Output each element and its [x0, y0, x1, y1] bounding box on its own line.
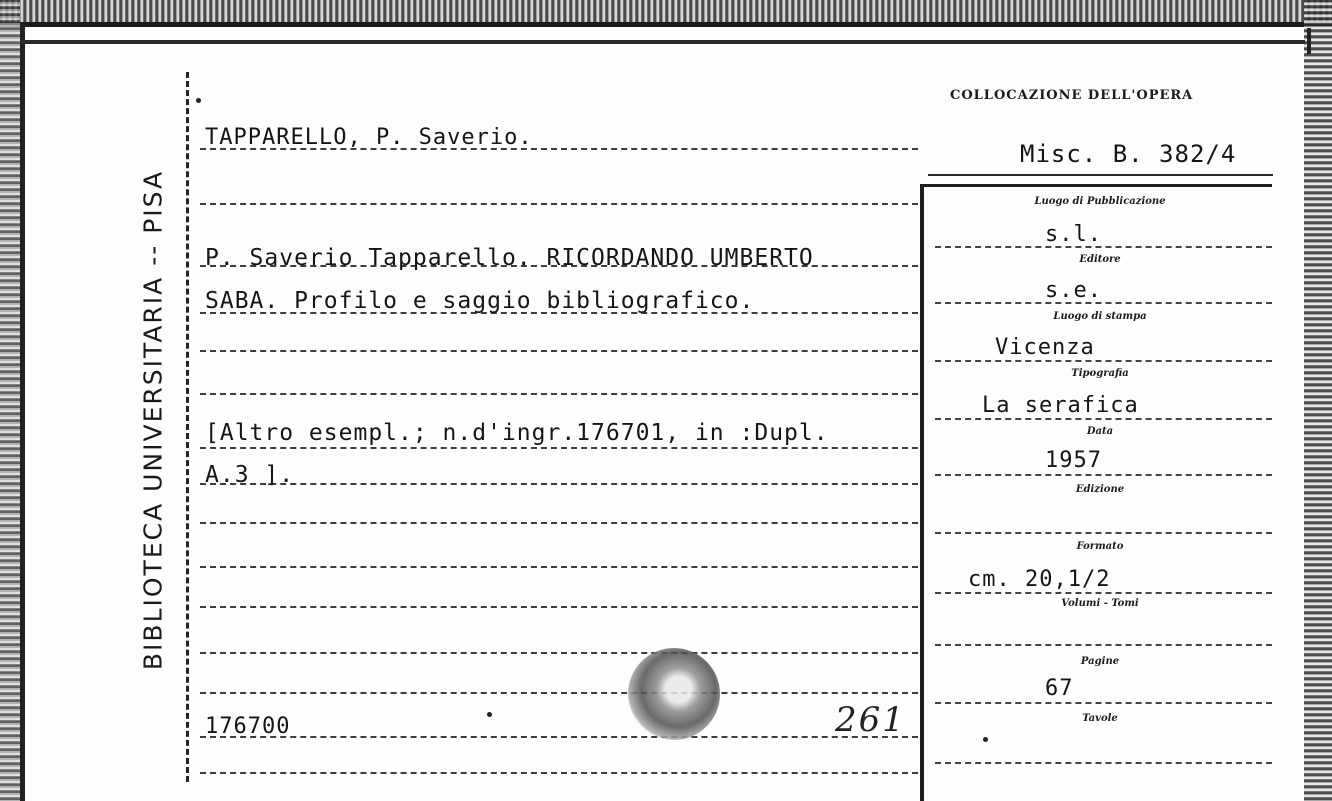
shelfmark-rule [928, 174, 1273, 176]
card-corner-tick [1307, 28, 1311, 54]
ruled-line [200, 447, 918, 449]
inventory-number: 176700 [205, 714, 291, 739]
shelfmark: Misc. B. 382/4 [1020, 140, 1237, 168]
label-pagine: Pagine [1080, 656, 1120, 667]
scan-edge-left [0, 0, 20, 801]
ruled-line [200, 566, 918, 568]
collocation-box-left [920, 184, 924, 801]
speck [196, 98, 201, 103]
body-line-3: [Altro esempl.; n.d'ingr.176701, in :Dupl. [205, 420, 829, 446]
author-heading: TAPPARELLO, P. Saverio. [205, 125, 533, 150]
collocation-box-top [922, 184, 1272, 187]
value-tipografia: La serafica [982, 393, 1139, 418]
field-rule [935, 592, 1272, 594]
field-rule [935, 360, 1272, 362]
field-rule [935, 702, 1272, 704]
left-margin-divider [186, 72, 189, 782]
label-data: Data [1086, 426, 1114, 437]
value-pagine: 67 [1045, 676, 1074, 701]
card-top-border [20, 40, 1305, 44]
ruled-line [200, 692, 918, 694]
collocation-title: COLLOCAZIONE DELL'OPERA [950, 88, 1194, 103]
scan-edge-top-line [0, 22, 1332, 27]
ink-stamp-mark [628, 648, 720, 740]
label-tipografia: Tipografia [1071, 368, 1129, 379]
ruled-line [200, 606, 918, 608]
ruled-line [200, 772, 918, 774]
ruled-line [200, 483, 918, 485]
field-rule [935, 246, 1272, 248]
label-tavole: Tavole [1082, 713, 1118, 724]
field-rule [935, 762, 1272, 764]
value-editore: s.e. [1045, 278, 1102, 303]
ruled-line [200, 652, 918, 654]
field-rule [935, 532, 1272, 534]
label-editore: Editore [1079, 254, 1121, 265]
library-vertical-stamp: BIBLIOTECA UNIVERSITARIA -- PISA [138, 169, 168, 671]
value-formato: cm. 20,1/2 [968, 567, 1111, 592]
body-line-1: P. Saverio Tapparello. RICORDANDO UMBERTO [205, 245, 814, 271]
ruled-line [200, 350, 918, 352]
label-formato: Formato [1076, 541, 1124, 552]
speck [487, 712, 492, 717]
label-edizione: Edizione [1075, 484, 1125, 495]
value-data: 1957 [1045, 448, 1102, 473]
label-luogo-pubblicazione: Luogo di Pubblicazione [1034, 196, 1166, 207]
scan-edge-left-line [20, 22, 25, 801]
body-line-4: A.3 ]. [205, 462, 295, 488]
speck [983, 737, 988, 742]
value-luogo-pubblicazione: s.l. [1045, 222, 1102, 247]
value-luogo-stampa: Vicenza [995, 335, 1095, 360]
ruled-line [200, 393, 918, 395]
handwritten-number: 261 [835, 700, 906, 740]
field-rule [935, 302, 1272, 304]
scan-edge-top [0, 0, 1332, 22]
ruled-line [200, 522, 918, 524]
ruled-line [200, 203, 918, 205]
ruled-line [200, 736, 918, 738]
body-line-2: SABA. Profilo e saggio bibliografico. [205, 288, 755, 314]
field-rule [935, 474, 1272, 476]
label-volumi-tomi: Volumi - Tomi [1061, 598, 1139, 609]
field-rule [935, 418, 1272, 420]
label-luogo-stampa: Luogo di stampa [1053, 311, 1147, 322]
field-rule [935, 644, 1272, 646]
scan-edge-right [1304, 0, 1332, 801]
